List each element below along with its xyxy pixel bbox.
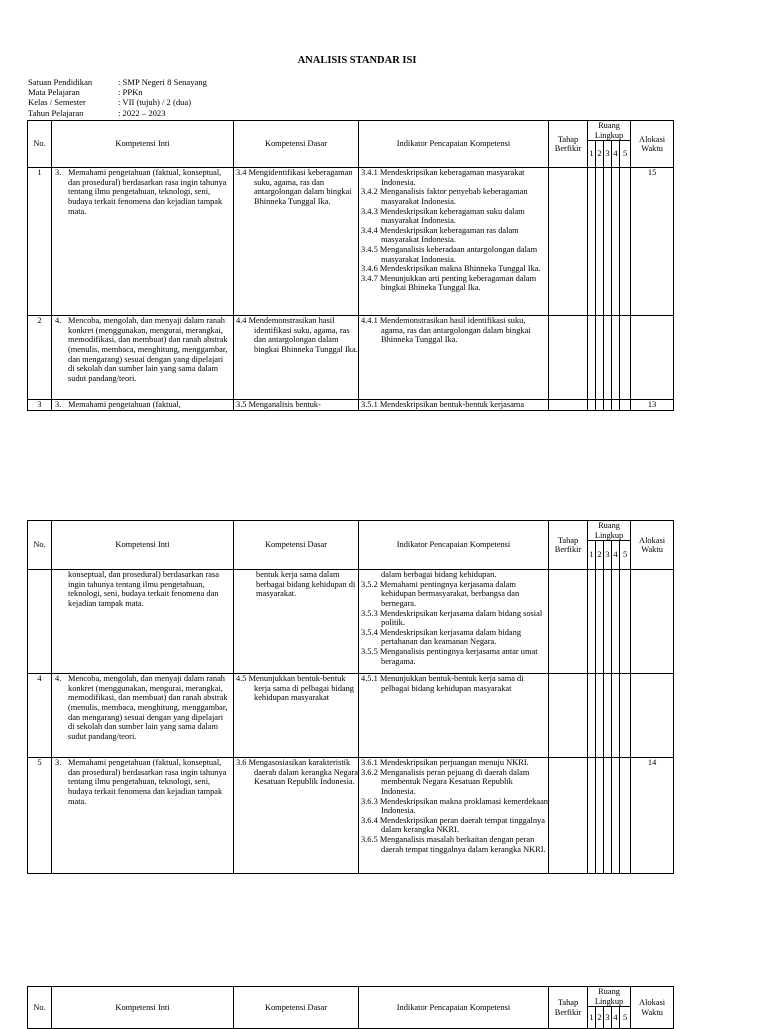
meta-label: Tahun Pelajaran [28,107,84,118]
ipk-item: 3.5.1 Mendeskripsikan bentuk-bentuk kerjasama [361,400,525,410]
kd-cell [234,316,359,400]
kd-text: 4.4 Mendemonstrasikan hasil identifikasi suku, agama, ras dan antargolongan dalam bingkai Bhinneka Tunggal Ika. [236,316,358,354]
ipk-item: 3.6.4 Mendeskripsikan peran daerah tempat tinggalnya dalam kerangka NKRI. [361,815,545,835]
kd-text: 3.4 Mengidentifikasi keberagaman suku, agama, ras dan antargolongan dalam bingkai Bhinneka Tunggal Ika. [236,168,353,206]
ruang-cell [604,400,612,411]
row-no: 5 [28,758,52,874]
header-r2: 2 [596,1007,604,1029]
header-r4: 4 [612,1007,620,1029]
header-r3: 3 [604,1007,612,1029]
ruang-cell [612,674,620,758]
table-row [28,758,674,874]
ipk-item: 3.5.4 Mendeskripsikan kerjasama dalam bidang pertahanan dan keamanan Negara. [361,627,522,647]
ruang-cell [620,570,631,674]
row-no: 2 [28,316,52,400]
ki-text: Mencoba, mengolah, dan menyaji dalam ranah konkret (menggunakan, mengurai, merangkai, memodifikasi, dan membuat) dan ranah abstrak (menulis, membaca, menghitung, menggambar, dan mengarang) sesuai dengan yang dipelajari di sekolah dan sumber lain yang sama dalam sudut pandang/teori. [68,316,228,383]
header-no: No. [28,987,52,1029]
document-meta [28,77,207,118]
header-tahap: Tahap Berfikir [549,521,588,570]
ipk-item: 3.4.4 Mendeskripsikan keberagaman ras dalam masyarakat Indonesia. [361,225,519,245]
standard-table-3 [27,986,674,1029]
ipk-item: 3.6.3 Mendeskripsikan makna proklamasi kemerdekaan Indonesia. [361,796,548,816]
header-ipk: Indikator Pencapaian Kompetensi [359,987,549,1029]
ruang-cell [588,674,596,758]
tahap-cell [549,674,588,758]
row-no: 1 [28,168,52,316]
table-row [28,674,674,758]
ruang-cell [612,168,620,316]
ruang-cell [612,400,620,411]
ruang-cell [604,316,612,400]
ruang-cell [588,168,596,316]
page-title: ANALISIS STANDAR ISI [297,55,417,66]
ipk-item: 3.4.1 Mendeskripsikan keberagaman masyarakat Indonesia. [361,168,525,187]
header-ruang: Ruang Lingkup [588,987,631,1007]
row-no: 3 [28,400,52,411]
kd-text: bentuk kerja sama dalam berbagai bidang kehidupan di masyarakat. [256,570,356,599]
ruang-cell [604,758,612,874]
ipk-item: 3.4.7 Menunjukkan arti penting keberagaman dalam bingkai Bhineka Tunggal Ika. [361,273,537,293]
ruang-cell [596,674,604,758]
ki-text: Mencoba, mengolah, dan menyaji dalam ranah konkret (menggunakan, mengurai, merangkai, memodifikasi, dan membuat) dan ranah abstrak (menulis, membaca, menghitung, menggambar, dan mengarang) sesuai dengan yang dipelajari di sekolah dan sumber lain yang sama dalam sudut pandang/teori. [68,674,228,741]
ki-text: Memahami pengetahuan (faktual, konseptual, dan prosedural) berdasarkan rasa ingin tahunya tentang ilmu pengetahuan, teknologi, seni, budaya terkait fenomena dan kejadian tampak mata. [68,758,227,806]
tahap-cell [549,168,588,316]
header-no: No. [28,521,52,570]
header-r3: 3 [604,541,612,570]
row-no [28,570,52,674]
ruang-cell [604,570,612,674]
ipk-item: 3.4.6 Mendeskripsikan makna Bhinneka Tunggal Ika. [361,264,541,274]
standard-table-2 [27,520,674,874]
meta-row [28,77,207,87]
kd-cell [234,400,359,411]
tahap-cell [549,758,588,874]
table-row [28,570,674,674]
table-row [28,400,674,411]
ki-number: 4. [55,316,62,326]
ruang-cell [612,316,620,400]
ki-text: konseptual, dan prosedural) berdasarkan rasa ingin tahunya tentang ilmu pengetahuan, teknologi, seni, budaya terkait fenomena dan kejadian tampak mata. [68,570,219,608]
ipk-cell [359,570,549,674]
ki-cell [52,316,234,400]
header-r1: 1 [588,541,596,570]
ipk-item: 3.6.1 Mendeskripsikan perjuangan menuju NKRI. [361,758,529,768]
meta-label: Satuan Pendidikan [28,77,93,87]
ruang-cell [588,400,596,411]
ruang-cell [620,400,631,411]
header-alokasi: Alokasi Waktu [631,521,674,570]
ruang-cell [620,758,631,874]
header-r4: 4 [612,141,620,168]
header-ki: Kompetensi Inti [52,521,234,570]
meta-row [28,108,207,118]
ipk-item: 3.5.5 Menganalisis pentingnya kerjasama antar umat beragama. [361,646,538,666]
ruang-cell [612,570,620,674]
header-r4: 4 [612,541,620,570]
ipk-item: 3.4.2 Menganalisis faktor penyebab keberagaman masyarakat Indonesia. [361,187,528,206]
ipk-cell [359,316,549,400]
ipk-cell [359,674,549,758]
alokasi-cell [631,570,674,674]
ruang-cell [604,674,612,758]
meta-label: Mata Pelajaran [28,87,80,98]
kd-cell [234,168,359,316]
tahap-cell [549,400,588,411]
header-alokasi: Alokasi Waktu [631,987,674,1029]
meta-label: Kelas / Semester [28,97,86,108]
ruang-cell [620,168,631,316]
header-ruang: Ruang Lingkup [588,521,631,541]
ruang-cell [612,758,620,874]
ki-cell [52,168,234,316]
standard-table-1 [27,120,674,411]
ipk-item: 3.5.3 Mendeskripsikan kerjasama dalam bidang sosial politik. [361,608,543,628]
header-alokasi: Alokasi Waktu [631,121,674,168]
kd-text: 4.5 Menunjukkan bentuk-bentuk kerja sama di pelbagai bidang kehidupan masyarakat [236,674,354,703]
ruang-cell [596,168,604,316]
ki-cell [52,758,234,874]
header-r2: 2 [596,141,604,168]
ruang-cell [588,570,596,674]
ipk-item: dalam berbagai bidang kehidupan. [381,570,497,580]
header-no: No. [28,121,52,168]
table-row [28,316,674,400]
ki-number: 4. [55,674,62,684]
header-kd: Kompetensi Dasar [234,521,359,570]
ipk-item: 3.4.5 Menganalisis keberadaan antargolongan dalam masyarakat Indonesia. [361,244,538,264]
ruang-cell [596,758,604,874]
ipk-item: 3.6.5 Menganalisis masalah berkaitan dengan peran daerah tempat tinggalnya dalam kerangka NKRI. [361,834,546,854]
alokasi-cell: 13 [631,400,674,411]
ipk-cell [359,400,549,411]
ipk-item: 3.4.3 Mendeskripsikan keberagaman suku dalam masyarakat Indonesia. [361,206,525,226]
ipk-item: 4.4.1 Mendemonstrasikan hasil identifikasi suku, agama, ras dan antargolongan dalam bingkai Bhinneka Tunggal Ika. [361,316,531,345]
header-r3: 3 [604,141,612,168]
row-no: 4 [28,674,52,758]
header-ruang: Ruang Lingkup [588,121,631,141]
ipk-cell [359,758,549,874]
ruang-cell [596,570,604,674]
ruang-cell [588,316,596,400]
ki-text: Memahami pengetahuan (faktual, [68,400,181,410]
header-ipk: Indikator Pencapaian Kompetensi [359,121,549,168]
header-r5: 5 [620,1007,631,1029]
ipk-item: 4.5.1 Menunjukkan bentuk-bentuk kerja sama di pelbagai bidang kehidupan masyarakat [361,674,524,693]
header-r1: 1 [588,141,596,168]
table-row [28,168,674,316]
ki-number: 3. [55,400,62,410]
header-ki: Kompetensi Inti [52,987,234,1029]
alokasi-cell [631,674,674,758]
ruang-cell [604,168,612,316]
ipk-item: 3.6.2 Menganalisis peran pejuang di daerah dalam membentuk Negara Kesatuan Republik Indonesia. [361,767,530,796]
header-r2: 2 [596,541,604,570]
ipk-item: 3.5.2 Memahami pentingnya kerjasama dalam kehidupan bermasyarakat, berbangsa dan bernegara. [361,579,520,608]
alokasi-cell: 14 [631,758,674,874]
ruang-cell [596,400,604,411]
ruang-cell [620,316,631,400]
header-ipk: Indikator Pencapaian Kompetensi [359,521,549,570]
meta-value: : PPKn [118,87,143,98]
kd-text: 3.5 Menganalisis bentuk- [236,400,321,410]
alokasi-cell [631,316,674,400]
header-kd: Kompetensi Dasar [234,987,359,1029]
ipk-cell [359,168,549,316]
meta-value: : 2022 – 2023 [118,107,166,118]
kd-cell [234,758,359,874]
meta-value: : VII (tujuh) / 2 (dua) [118,97,192,108]
meta-value: : SMP Negeri 8 Senayang [118,77,207,87]
ruang-cell [596,316,604,400]
ki-cell [52,400,234,411]
header-r5: 5 [620,541,631,570]
ki-number: 3. [55,758,62,768]
alokasi-cell: 15 [631,168,674,316]
header-tahap: Tahap Berfikir [549,121,588,168]
kd-text: 3.6 Mengasosiasikan karakteristik daerah dalam kerangka Negara Kesatuan Republik Indonesia. [236,758,358,787]
tahap-cell [549,570,588,674]
ki-number: 3. [55,168,62,178]
ki-cell [52,674,234,758]
ruang-cell [588,758,596,874]
kd-cell [234,674,359,758]
tahap-cell [549,316,588,400]
ki-text: Memahami pengetahuan (faktual, konseptual, dan prosedural) berdasarkan rasa ingin tahunya tentang ilmu pengetahuan, teknologi, seni, budaya terkait fenomena dan kejadian tampak mata. [68,168,227,216]
kd-cell [234,570,359,674]
header-kd: Kompetensi Dasar [234,121,359,168]
header-r5: 5 [620,141,631,168]
ruang-cell [620,674,631,758]
meta-row [28,97,207,107]
header-ki: Kompetensi Inti [52,121,234,168]
header-r1: 1 [588,1007,596,1029]
ki-number [55,570,68,608]
header-tahap: Tahap Berfikir [549,987,588,1029]
ki-cell [52,570,234,674]
meta-row [28,87,207,97]
